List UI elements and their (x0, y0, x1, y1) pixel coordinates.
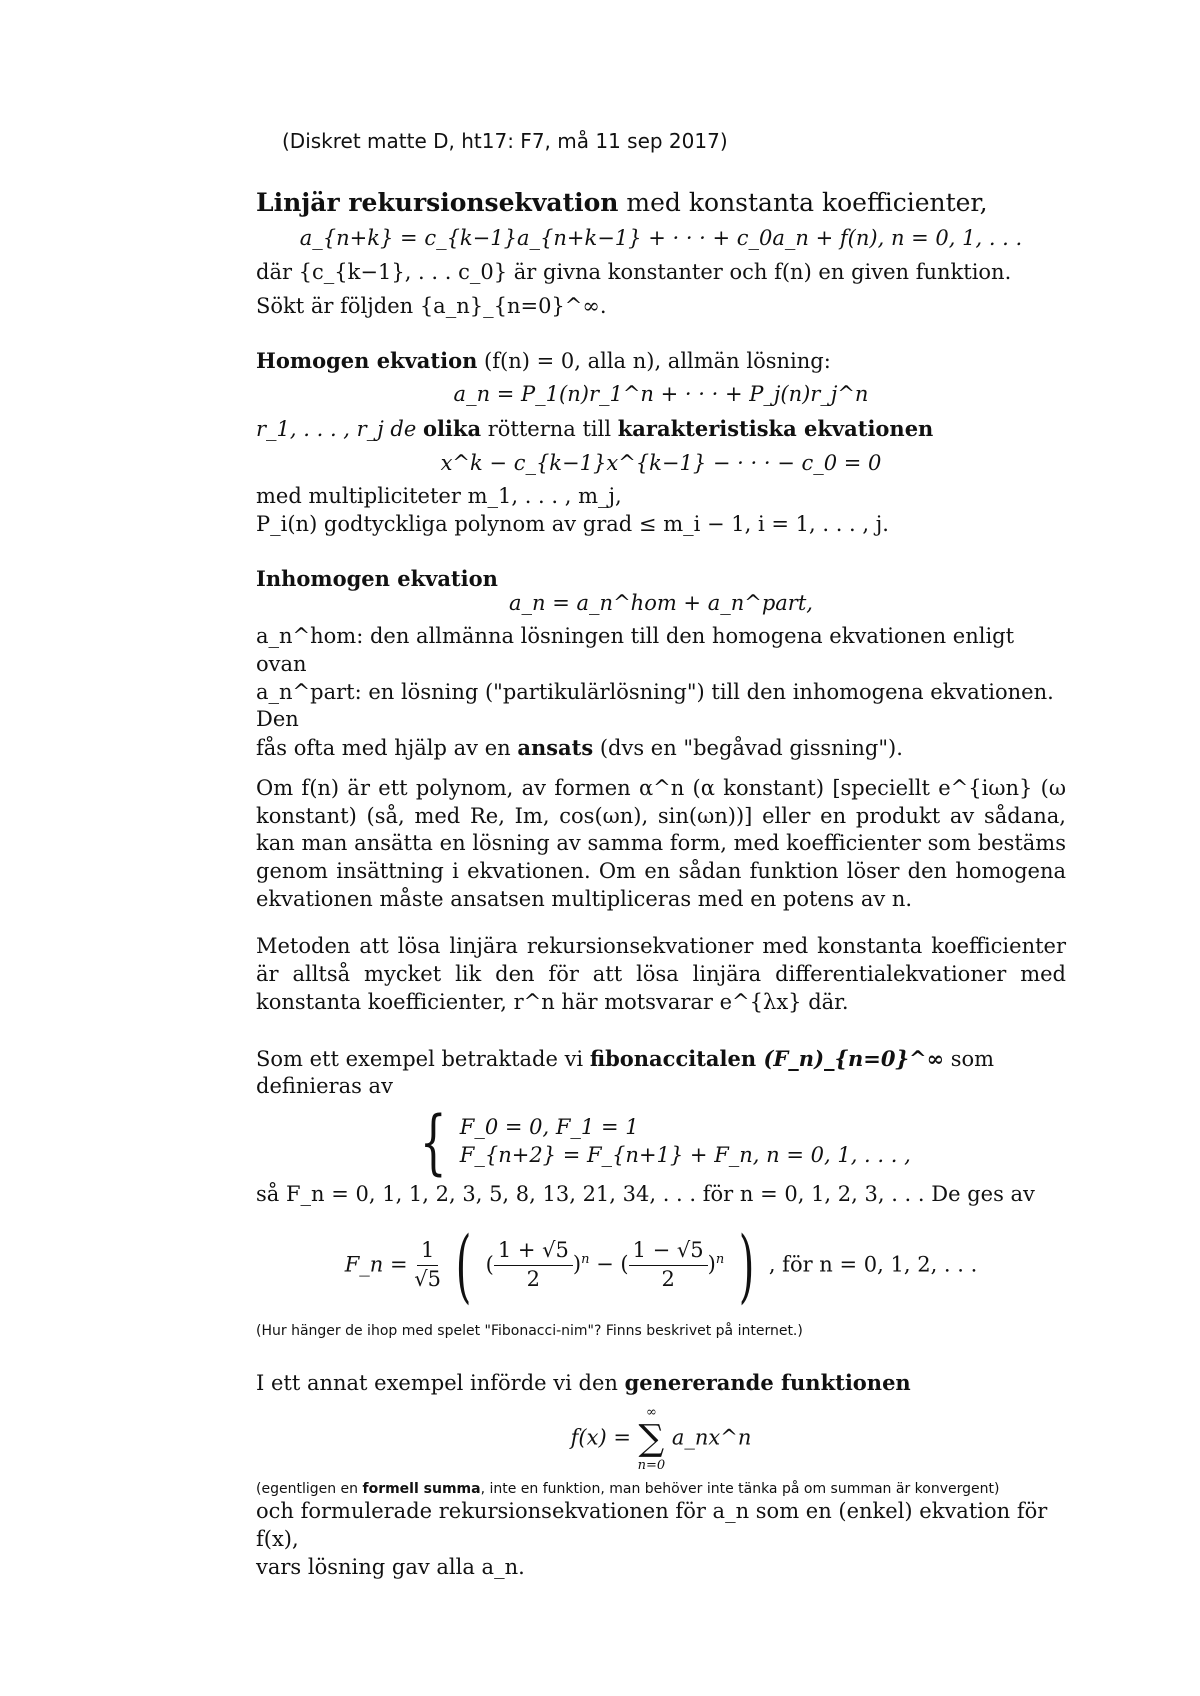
fibonacci-recurrence: F_{n+2} = F_{n+1} + F_n, n = 0, 1, . . . , (459, 1143, 911, 1168)
fibonacci-note: (Hur hänger de ihop med spelet "Fibonacci-nim"? Finns beskrivet på internet.) (256, 1323, 803, 1340)
closing-line-2: vars lösning gav alla a_n. (256, 1554, 525, 1579)
homogeneous-heading: Homogen ekvation (256, 347, 478, 373)
binet-tail: , för n = 0, 1, 2, . . . (768, 1252, 978, 1277)
note-post: , inte en funktion, man behöver inte tänka på om summan är konvergent) (480, 1480, 1000, 1497)
fibonacci-intro-math: (F_n)_{n=0}^∞ (756, 1045, 945, 1071)
closing-line-1: och formulerade rekursionsekvationen för a_n som en (enkel) ekvation för f(x), (256, 1499, 1048, 1552)
left-brace: { (420, 1101, 447, 1184)
fibonacci-values-line: så F_n = 0, 1, 1, 2, 3, 5, 8, 13, 21, 34, . . . för n = 0, 1, 2, 3, . . . De ges av (256, 1182, 1035, 1207)
gen-rhs: a_nx^n (671, 1425, 752, 1450)
binet-frac1-num: 1 + √5 (494, 1237, 573, 1266)
homogeneous-heading-rest: (f(n) = 0, alla n), allmän lösning: (477, 348, 831, 373)
title-rest: med konstanta koefficienter, (618, 188, 988, 218)
gen-lhs: f(x) = (570, 1425, 631, 1450)
ansatz-pre: fås ofta med hjälp av en (256, 736, 518, 761)
hom-solution-line: a_n^hom: den allmänna lösningen till den homogena ekvationen enligt ovan (256, 624, 1015, 677)
ansatz-post: (dvs en "begåvad gissning"). (593, 736, 903, 761)
right-paren: ) (738, 1218, 755, 1312)
sought-sequence-line: Sökt är följden {a_n}_{n=0}^∞. (256, 293, 607, 318)
title-bold: Linjär rekursionsekvation (256, 188, 619, 218)
binet-formula: F_n = $\frac{1}{√5}$ ( ( $\frac{1 + √5}{2}$ )$^n$ − ( $\frac{1 - √5}{2}$ )$^n$ ) , för n = 0, 1, 2, . . . (256, 1213, 1066, 1319)
generating-function-equation (256, 1404, 1066, 1474)
sum-top: ∞ (645, 1404, 657, 1420)
note-pre: (egentligen en (256, 1480, 363, 1497)
roots-bold-characteristic: karakteristiska ekvationen (617, 415, 934, 441)
ansatz-line (256, 734, 1066, 763)
roots-line (256, 415, 1066, 444)
fibonacci-initial-values: F_0 = 0, F_1 = 1 (459, 1115, 639, 1140)
note-bold: formell summa (362, 1480, 481, 1497)
generating-intro (256, 1369, 1066, 1398)
polynomial-line: P_i(n) godtyckliga polynom av grad ≤ m_i − 1, i = 1, . . . , j. (256, 512, 889, 537)
paper-page (256, 128, 1066, 1582)
sum-sigma: ∑ (638, 1417, 665, 1459)
inhomogeneous-heading-text: Inhomogen ekvation (256, 565, 498, 591)
section-title (256, 186, 1066, 219)
fibonacci-system-lines (460, 1114, 911, 1169)
roots-pre: r_1, . . . , r_j de (256, 416, 423, 441)
sum-symbol (638, 1404, 666, 1474)
binet-prefactor (414, 1237, 441, 1293)
generating-intro-pre: I ett annat exempel införde vi den (256, 1370, 625, 1395)
part-solution-line: a_n^part: en lösning ("partikulärlösning") till den inhomogena ekvationen. Den (256, 679, 1054, 732)
characteristic-equation: x^k − c_{k−1}x^{k−1} − · · · − c_0 = 0 (440, 450, 882, 475)
method-paragraph: Metoden att lösa linjära rekursionsekvationer med konstanta koefficienter är alltså mycket lik den för att lösa linjära differentialekvationer med konstanta koefficienter, r^n här motsvarar e^{λx} där. (256, 934, 1066, 1014)
inhomogeneous-equation: a_n = a_n^hom + a_n^part, (509, 590, 813, 615)
roots-mid: rötterna till (481, 416, 618, 441)
fibonacci-intro-bold: fibonaccitalen (589, 1045, 757, 1071)
fibonacci-system (256, 1101, 1066, 1184)
binet-frac2-num: 1 − √5 (629, 1237, 708, 1266)
ansatz-bold: ansats (517, 735, 594, 761)
left-paren: ( (455, 1218, 472, 1312)
roots-bold-distinct: olika (422, 415, 482, 441)
constants-line: där {c_{k−1}, . . . c_0} är givna konstanter och f(n) en given funktion. (256, 260, 1012, 285)
fibonacci-intro (256, 1045, 1066, 1101)
binet-frac2 (629, 1237, 708, 1293)
binet-frac2-den: 2 (661, 1267, 675, 1292)
main-recurrence-equation: a_{n+k} = c_{k−1}a_{n+k−1} + · · · + c_0a_n + f(n), n = 0, 1, . . . (299, 226, 1023, 251)
homogeneous-solution-equation: a_n = P_1(n)r_1^n + · · · + P_j(n)r_j^n (453, 382, 869, 407)
binet-prefactor-num: 1 (417, 1237, 438, 1266)
generating-intro-bold: genererande funktionen (624, 1369, 911, 1395)
fibonacci-intro-post: som definieras av (256, 1046, 995, 1099)
multiplicity-line: med multipliciteter m_1, . . . , m_j, (256, 484, 622, 509)
ansatz-paragraph: Om f(n) är ett polynom, av formen α^n (α konstant) [speciellt e^{iωn} (ω konstant) (så, med Re, Im, cos(ωn), sin(ωn))] eller en produkt av sådana, kan man ansätta en lösning av samma form, med koefficienter som bestäms genom insättning i ekvationen. Om en sådan funktion löser den homogena ekvationen måste ansatsen multipliceras med en potens av n. (256, 775, 1066, 911)
formal-sum-note (256, 1480, 1066, 1498)
binet-lhs: F_n = (344, 1252, 408, 1277)
sum-bottom: n=0 (637, 1457, 666, 1473)
homogeneous-heading-line (256, 347, 1066, 376)
binet-frac1 (494, 1237, 573, 1293)
binet-prefactor-den: √5 (414, 1267, 442, 1292)
fibonacci-intro-pre: Som ett exempel betraktade vi (256, 1046, 590, 1071)
binet-frac1-den: 2 (526, 1267, 541, 1292)
lecture-header: (Diskret matte D, ht17: F7, må 11 sep 2017) (282, 129, 728, 153)
